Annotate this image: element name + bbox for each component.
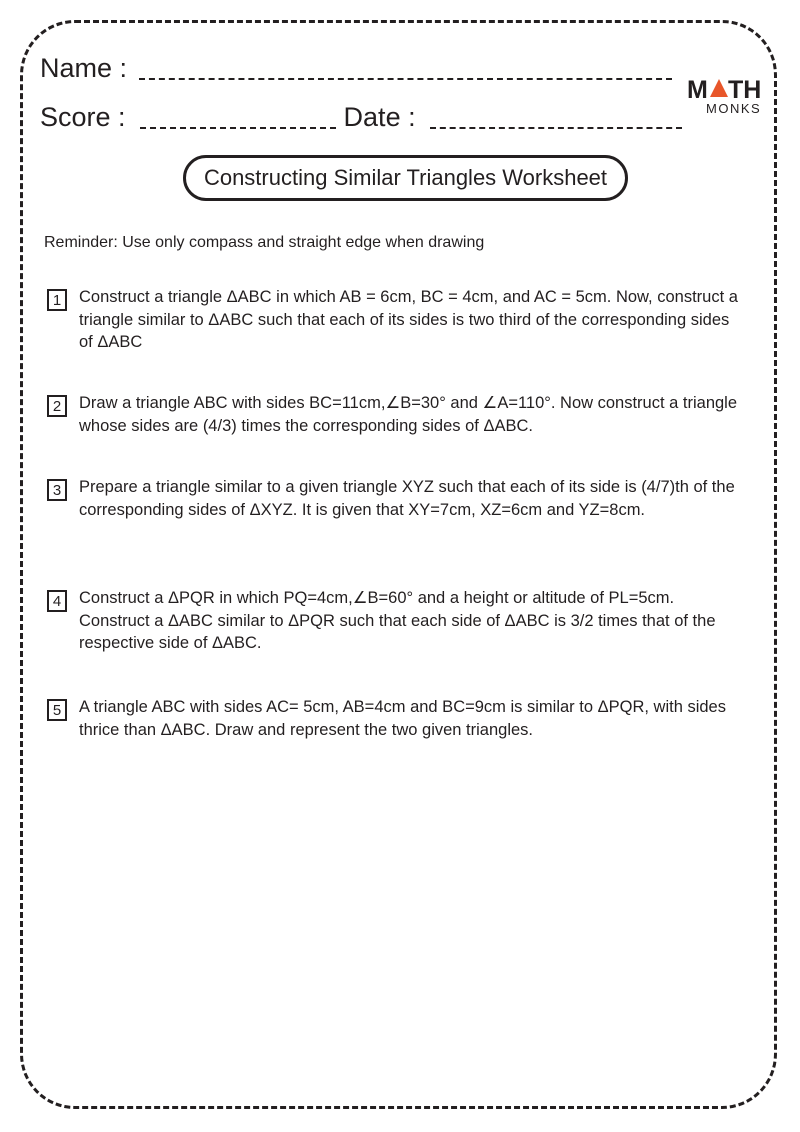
question-number-badge: 2 [47, 395, 67, 417]
question-text: Construct a ΔPQR in which PQ=4cm,∠B=60° and a height or altitude of PL=5cm. Construct a ΔABC similar to ΔPQR such that each side of ΔABC is 3/2 times that of the respective side of ΔABC. [79, 589, 716, 652]
name-field[interactable] [139, 78, 672, 80]
reminder-text: Reminder: Use only compass and straight edge when drawing [44, 234, 485, 251]
score-label: Score : [40, 102, 126, 132]
math-monks-logo [687, 78, 767, 118]
score-date-row [40, 104, 682, 131]
question-text: A triangle ABC with sides AC= 5cm, AB=4cm and BC=9cm is similar to ΔPQR, with sides thrice than ΔABC. Draw and represent the two given triangles. [79, 698, 726, 739]
date-field[interactable] [430, 127, 682, 129]
question-text: Draw a triangle ABC with sides BC=11cm,∠B=30° and ∠A=110°. Now construct a triangle whose sides are (4/3) times the corresponding sides of ΔABC. [79, 394, 738, 435]
logo-wordmark: M TH [687, 76, 762, 104]
question-number-badge: 3 [47, 479, 67, 501]
question-number-badge: 4 [47, 590, 67, 612]
worksheet-title [183, 155, 628, 201]
question-number-badge: 5 [47, 699, 67, 721]
question-text: Construct a triangle ΔABC in which AB = 6cm, BC = 4cm, and AC = 5cm. Now, construct a triangle similar to ΔABC such that each of its sides is two third of the corresponding sides of ΔABC [79, 288, 738, 351]
score-field[interactable] [140, 127, 336, 129]
question-text: Prepare a triangle similar to a given triangle XYZ such that each of its side is (4/7)th of the corresponding sides of ΔXYZ. It is given that XY=7cm, XZ=6cm and YZ=8cm. [79, 478, 735, 519]
worksheet-title-text: Constructing Similar Triangles Worksheet [203, 165, 608, 190]
logo-subtext: MONKS [706, 101, 762, 116]
name-label: Name : [40, 53, 128, 83]
date-label: Date : [343, 102, 416, 132]
logo-triangle-icon [710, 79, 728, 97]
question-number-badge: 1 [47, 289, 67, 311]
name-row [40, 55, 672, 82]
